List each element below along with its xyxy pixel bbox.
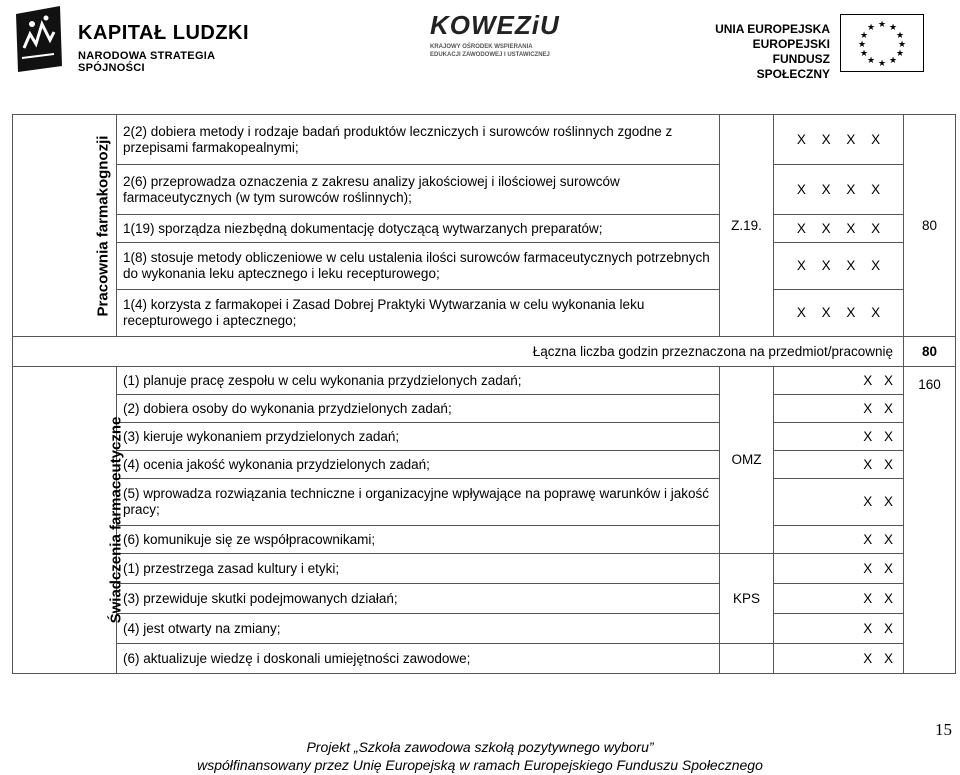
effect-description: 2(2) dobiera metody i rodzaje badań produktów leczniczych i surowców roślinnych zgodne z przepisami farmakopealnymi; (117, 115, 720, 165)
section1-title: Pracownia farmakognozji (94, 135, 112, 316)
kl-subtitle: NARODOWA STRATEGIA SPÓJNOŚCI (78, 50, 215, 74)
svg-text:★: ★ (877, 58, 887, 68)
table-row (13, 243, 956, 290)
svg-text:★: ★ (895, 48, 905, 58)
x-marks: X X X X (774, 215, 904, 243)
effect-description: 1(19) sporządza niezbędną dokumentację dotyczącą wytwarzanych preparatów; (117, 215, 720, 243)
x-marks: X X X X (774, 165, 904, 215)
svg-text:★: ★ (866, 55, 876, 65)
table-row (13, 423, 956, 451)
svg-text:★: ★ (897, 39, 907, 49)
section1-title-cell (13, 115, 117, 337)
table-row (13, 584, 956, 614)
section1-hours: 80 (904, 115, 956, 337)
effect-description: (3) kieruje wykonaniem przydzielonych zadań; (117, 423, 720, 451)
section2-code-kps: KPS (720, 554, 774, 644)
koweziu-logo (430, 10, 560, 76)
effect-description: 1(4) korzysta z farmakopei i Zasad Dobrej Praktyki Wytwarzania w celu wykonania leku recepturowego i aptecznego; (117, 290, 720, 337)
footer-line1: Projekt „Szkoła zawodowa szkołą pozytywnego wyboru” (306, 739, 654, 755)
empty-code-cell (720, 644, 774, 674)
svg-text:★: ★ (877, 19, 887, 29)
section2-code-omz: OMZ (720, 367, 774, 554)
table-row (13, 614, 956, 644)
summary-label: Łączna liczba godzin przeznaczona na przedmiot/pracownię (13, 337, 904, 367)
x-marks: X X X X (774, 290, 904, 337)
curriculum-table (12, 114, 956, 674)
page-number: 15 (935, 720, 952, 739)
svg-text:★: ★ (888, 55, 898, 65)
kapital-ludzki-flag-icon (10, 4, 68, 74)
effect-description: 1(8) stosuje metody obliczeniowe w celu ustalenia ilości surowców farmaceutycznych potrzebnych do wykonania leku aptecznego i leku recepturowego; (117, 243, 720, 290)
svg-text:★: ★ (866, 22, 876, 32)
eu-line2: EUROPEJSKI (752, 37, 830, 51)
koweziu-name: KOWEZiU (430, 10, 560, 40)
effect-description: (4) jest otwarty na zmiany; (117, 614, 720, 644)
x-marks: X X (774, 614, 904, 644)
eu-logo (700, 12, 950, 81)
table-row (13, 290, 956, 337)
kl-title: KAPITAŁ LUDZKI (78, 22, 250, 44)
effect-description: 2(6) przeprowadza oznaczenia z zakresu analizy jakościowej i ilościowej surowców farmaceutycznych (w tym surowców roślinnych); (117, 165, 720, 215)
summary-value: 80 (904, 337, 956, 367)
table-row (13, 554, 956, 584)
x-marks: X X (774, 644, 904, 674)
effect-description: (4) ocenia jakość wykonania przydzielonych zadań; (117, 451, 720, 479)
table-row (13, 526, 956, 554)
x-marks: X X (774, 395, 904, 423)
eu-stars-flag-icon (840, 14, 924, 72)
effect-description: (3) przewiduje skutki podejmowanych działań; (117, 584, 720, 614)
x-marks: X X (774, 479, 904, 526)
koweziu-subtitle: KRAJOWY OŚRODEK WSPIERANIA EDUKACJI ZAWODOWEJ I USTAWICZNEJ (430, 44, 550, 58)
eu-line1: UNIA EUROPEJSKA (715, 22, 830, 36)
x-marks: X X X X (774, 115, 904, 165)
x-marks: X X (774, 451, 904, 479)
x-marks: X X (774, 423, 904, 451)
svg-text:★: ★ (859, 30, 869, 40)
eu-text (700, 22, 830, 82)
svg-text:★: ★ (888, 22, 898, 32)
effect-description: (6) komunikuje się ze współpracownikami; (117, 526, 720, 554)
section2-title: Świadczenia farmaceutyczne (107, 416, 125, 624)
x-marks: X X X X (774, 243, 904, 290)
x-marks: X X (774, 367, 904, 395)
effect-description: (5) wprowadza rozwiązania techniczne i organizacyjne wpływające na poprawę warunków i jakość pracy; (117, 479, 720, 526)
table-row (13, 451, 956, 479)
effect-description: (2) dobiera osoby do wykonania przydzielonych zadań; (117, 395, 720, 423)
table-row (13, 165, 956, 215)
table-row (13, 644, 956, 674)
section1-code: Z.19. (720, 115, 774, 337)
svg-text:★: ★ (859, 48, 869, 58)
x-marks: X X (774, 584, 904, 614)
kapital-ludzki-logo (10, 4, 250, 74)
svg-text:★: ★ (857, 39, 867, 49)
eu-line3: FUNDUSZ SPOŁECZNY (756, 52, 830, 81)
effect-description: (6) aktualizuje wiedzę i doskonali umiejętności zawodowe; (117, 644, 720, 674)
footer-line2: współfinansowany przez Unię Europejską w ramach Europejskiego Funduszu Społecznego (197, 757, 763, 773)
table-row (13, 367, 956, 395)
effect-description: (1) przestrzega zasad kultury i etyki; (117, 554, 720, 584)
page-header (0, 0, 960, 80)
svg-text:★: ★ (895, 30, 905, 40)
effect-description: (1) planuje pracę zespołu w celu wykonania przydzielonych zadań; (117, 367, 720, 395)
table-row (13, 215, 956, 243)
table-row (13, 479, 956, 526)
section2-title-cell (13, 367, 125, 674)
table-row (13, 115, 956, 165)
summary-row (13, 337, 956, 367)
table-row (13, 395, 956, 423)
x-marks: X X (774, 526, 904, 554)
page-footer (0, 738, 960, 774)
x-marks: X X (774, 554, 904, 584)
section2-hours: 160 (904, 367, 956, 674)
